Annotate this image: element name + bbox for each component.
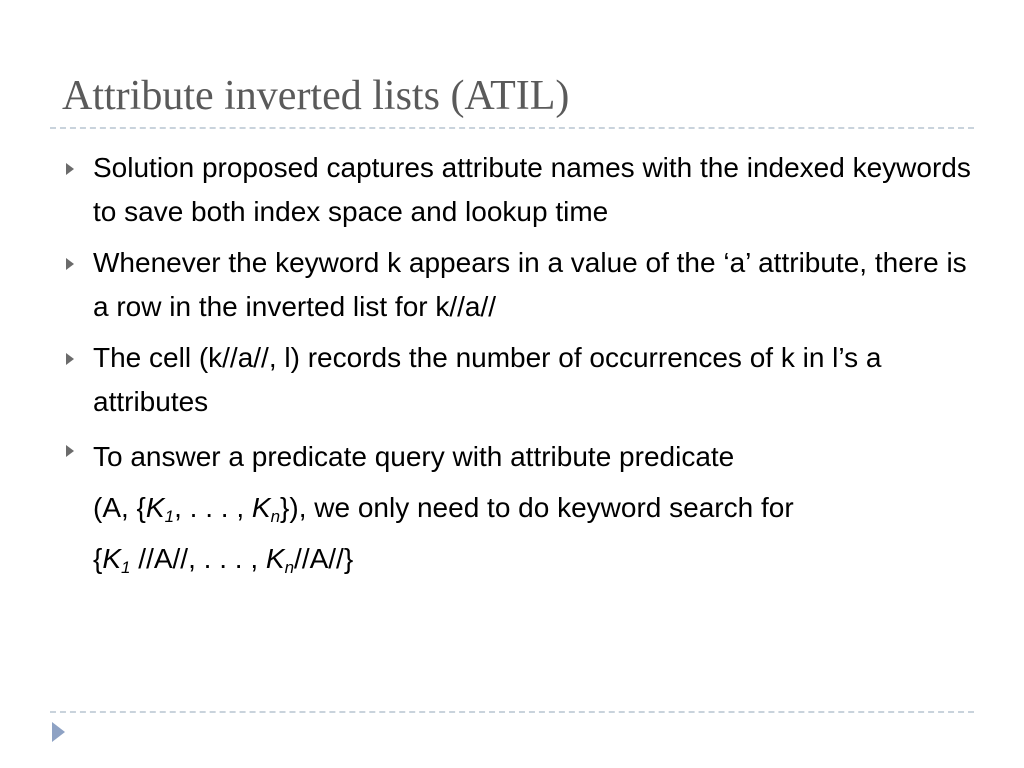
subscript: n	[284, 558, 295, 577]
keyword-symbol: K	[251, 492, 271, 523]
bullet-item	[62, 241, 972, 329]
bullet-text: The cell (k//a//, l) records the number of occurrences of k in l’s a attributes	[93, 342, 882, 417]
text-segment: }), we only need to do keyword search for	[280, 492, 794, 523]
text-segment: //A//, . . . ,	[130, 543, 266, 574]
bullet-text: Whenever the keyword k appears in a value of the ‘a’ attribute, there is a row in the inverted list for k//a//	[93, 247, 967, 322]
subscript: n	[270, 507, 281, 526]
bullet-item	[62, 431, 972, 584]
slide-title: Attribute inverted lists (ATIL)	[62, 73, 570, 119]
text-segment: , . . . ,	[174, 492, 252, 523]
triangle-right-icon	[66, 445, 74, 457]
footer-divider	[50, 711, 974, 713]
keyword-symbol: K	[145, 492, 165, 523]
bullet-line	[93, 492, 794, 526]
text-segment: //A//}	[294, 543, 354, 574]
bullet-text: Solution proposed captures attribute names with the indexed keywords to save both index space and lookup time	[93, 152, 971, 227]
subscript: 1	[164, 507, 175, 526]
bullet-line: To answer a predicate query with attribute predicate	[93, 441, 735, 472]
bullet-item	[62, 146, 972, 234]
bullet-item	[62, 336, 972, 424]
triangle-right-icon	[66, 163, 74, 175]
bullet-text	[93, 431, 972, 584]
subscript: 1	[121, 558, 131, 577]
title-divider	[50, 127, 974, 129]
triangle-right-icon	[66, 353, 74, 365]
keyword-symbol: K	[102, 543, 122, 574]
keyword-symbol: K	[265, 543, 285, 574]
bullet-line	[93, 543, 354, 577]
triangle-right-icon	[66, 258, 74, 270]
triangle-right-icon[interactable]	[52, 722, 65, 742]
bullet-list	[62, 146, 972, 591]
text-segment: {	[93, 543, 103, 574]
text-segment: (A, {	[93, 492, 146, 523]
